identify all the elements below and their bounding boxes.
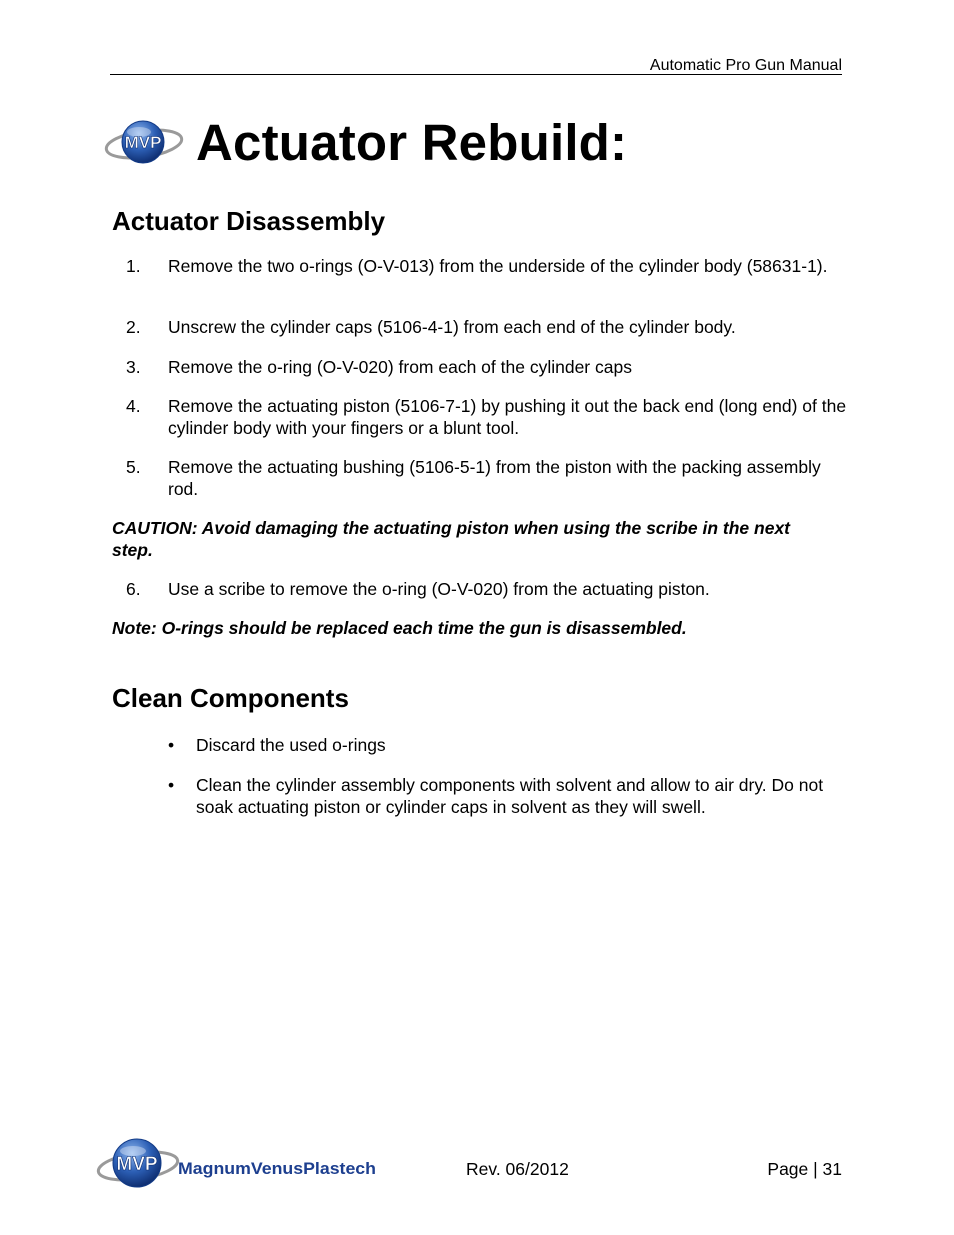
step-text: Remove the actuating piston (5106-7-1) by pushing it out the back end (long end) of the cylinder body with your fingers or a blunt tool. [168,396,847,438]
step-number: 6. [126,579,141,599]
footer-brand-name: MagnumVenusPlastech [178,1159,376,1178]
footer-logo-mark: MVP [116,1154,158,1175]
step-number: 2. [126,317,141,337]
bullet-text: Clean the cylinder assembly components with solvent and allow to air dry. Do not soak actuating piston or cylinder caps in solvent as they will swell. [196,775,824,817]
step-text: Remove the two o-rings (O-V-013) from the underside of the cylinder body (58631-1). [168,256,828,276]
section-heading-disassembly: Actuator Disassembly [112,206,386,236]
bullet-icon: • [168,735,175,755]
step-text: Remove the actuating bushing (5106-5-1) from the piston with the packing assembly rod. [168,457,821,499]
header-title: Automatic Pro Gun Manual [649,57,842,74]
step-text: Unscrew the cylinder caps (5106-4-1) from each end of the cylinder body. [168,317,736,337]
page-title: Actuator Rebuild: [196,114,628,171]
footer-logo [96,1134,381,1194]
mvp-logo-icon [103,116,185,168]
step-text: Remove the o-ring (O-V-020) from each of the cylinder caps [168,357,632,377]
step-number: 4. [126,396,141,416]
mvp-logo-text: MVP [124,133,162,152]
footer-page-number: Page | 31 [767,1159,842,1179]
step-text: Use a scribe to remove the o-ring (O-V-020) from the actuating piston. [168,579,710,599]
caution-note: CAUTION: Avoid damaging the actuating piston when using the scribe in the next step. [112,518,791,560]
step-number: 1. [126,256,141,276]
step-number: 5. [126,457,141,477]
bullet-text: Discard the used o-rings [196,735,386,755]
step-number: 3. [126,357,141,377]
header-rule [110,74,842,75]
o-ring-note: Note: O-rings should be replaced each time the gun is disassembled. [112,618,687,638]
bullet-icon: • [168,775,175,795]
footer-revision: Rev. 06/2012 [466,1159,569,1179]
section-heading-clean: Clean Components [112,683,349,713]
